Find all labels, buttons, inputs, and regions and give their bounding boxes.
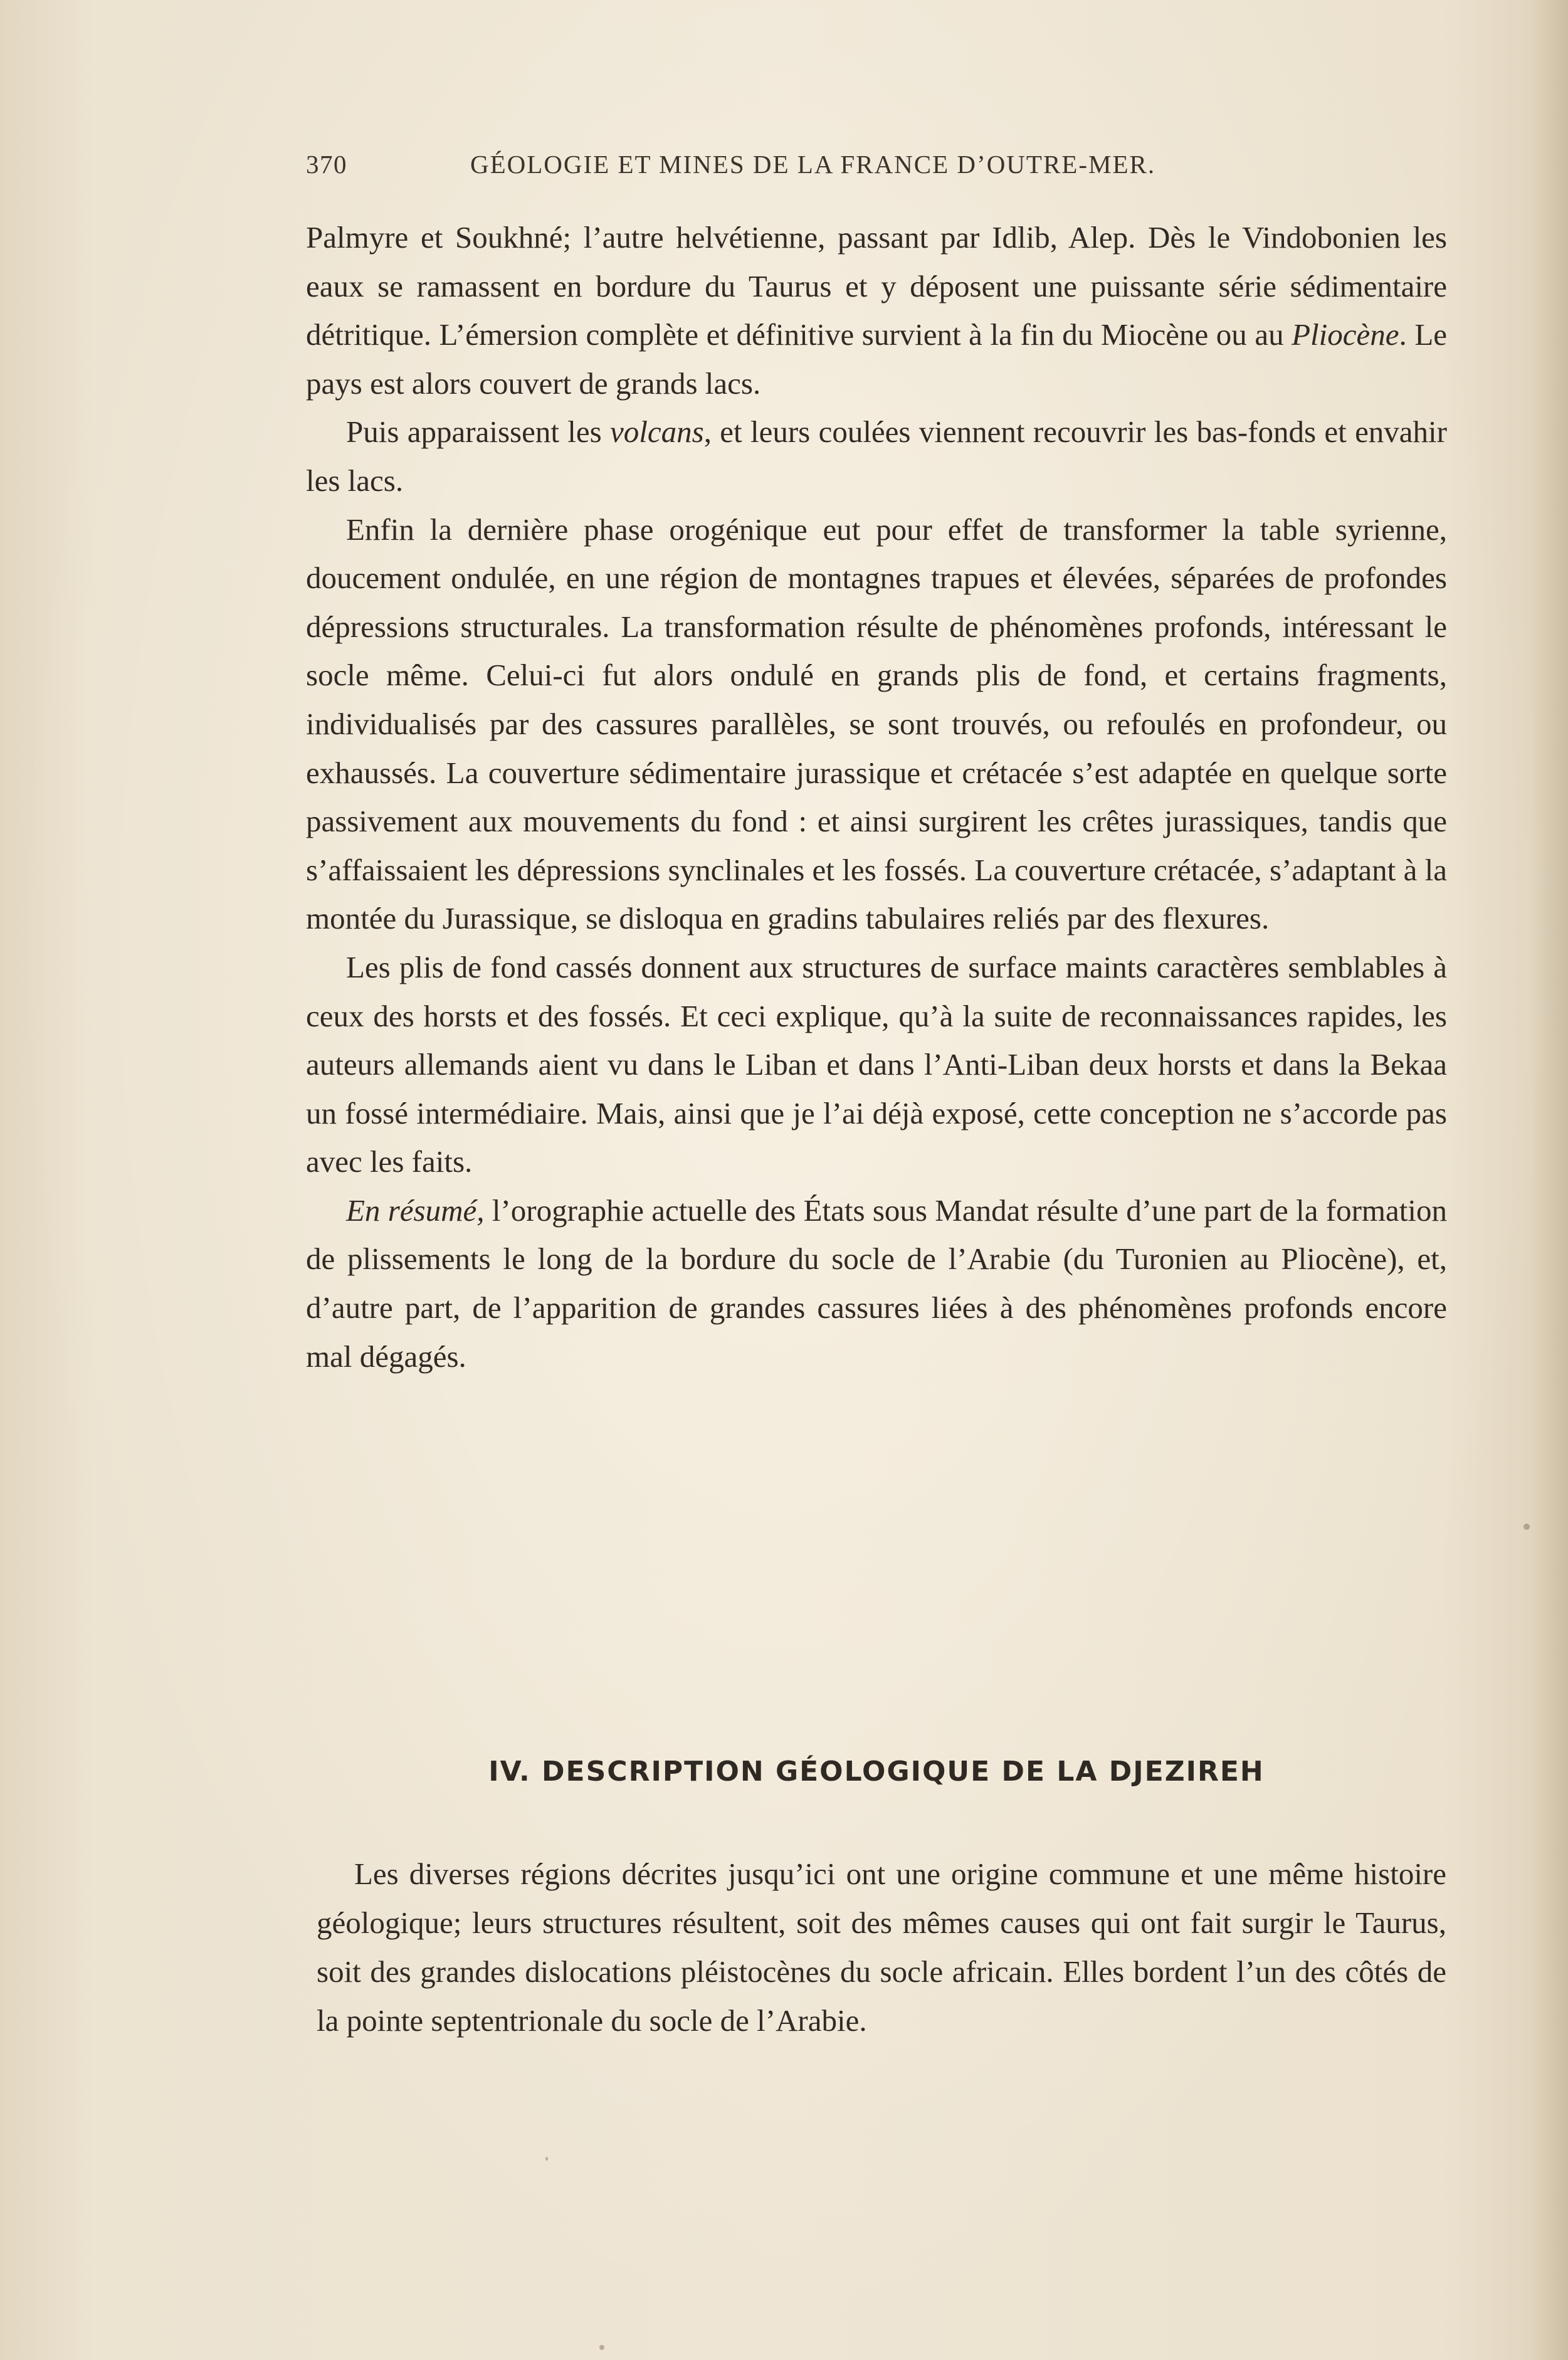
- running-title: GÉOLOGIE ET MINES DE LA FRANCE D’OUTRE-MER.: [470, 150, 1156, 179]
- emphasis-en-resume: En résumé,: [346, 1193, 485, 1228]
- section-body-text: [317, 1850, 1446, 2045]
- page-number: 370: [306, 150, 347, 179]
- page-edge-shadow: [1530, 0, 1568, 2360]
- body-text: [306, 213, 1447, 1381]
- paper-speck: [545, 2157, 548, 2161]
- section-heading: IV. DESCRIPTION GÉOLOGIQUE DE LA DJEZIREH: [488, 1756, 1265, 1788]
- paragraph-2: Puis apparaissent les volcans, et leurs coulées viennent recouvrir les bas-fonds et envahir les lacs.: [306, 414, 1447, 498]
- paragraph-3: Enfin la dernière phase orogénique eut pour effet de transformer la table syrienne, doucement ondulée, en une région de montagnes trapues et élevées, séparées de profondes dépressions structurales. La transformation résulte de phénomènes profonds, intéressant le socle même. Celui-ci fut alors ondulé en grands plis de fond, et certains fragments, individualisés par des cassures parallèles, se sont trouvés, ou refoulés en profondeur, ou exhaussés. La couverture sédimentaire jurassique et crétacée s’est adaptée en quelque sorte passivement aux mouvements du fond : et ainsi surgirent les crêtes jurassiques, tandis que s’affaissaient les dépressions synclinales et les fossés. La couverture crétacée, s’adaptant à la montée du Jurassique, se disloqua en gradins tabulaires reliés par des flexures.: [306, 512, 1447, 936]
- paragraph-1: Palmyre et Soukhné; l’autre helvétienne, passant par Idlib, Alep. Dès le Vindobonien les eaux se ramassent en bordure du Taurus et y déposent une puissante série sédimentaire détritique. L’émersion complète et définitive survient à la fin du Miocène ou au Pliocène. Le pays est alors couvert de grands lacs.: [306, 220, 1447, 401]
- paragraph-5: En résumé, l’orographie actuelle des États sous Mandat résulte d’une part de la formation de plissements le long de la bordure du socle de l’Arabie (du Turonien au Pliocène), et, d’autre part, de l’apparition de grandes cassures liées à des phénomènes profonds encore mal dégagés.: [306, 1193, 1447, 1374]
- emphasis-pliocene: Pliocène: [1292, 317, 1399, 352]
- section-paragraph: Les diverses régions décrites jusqu’ici ont une origine commune et une même histoire géologique; leurs structures résultent, soit des mêmes causes qui ont fait surgir le Taurus, soit des grandes dislocations pléistocènes du socle africain. Elles bordent l’un des côtés de la pointe septentrionale du socle de l’Arabie.: [317, 1857, 1446, 2038]
- paper-speck: [599, 2345, 604, 2350]
- paragraph-4: Les plis de fond cassés donnent aux structures de surface maints caractères semblables à ceux des horsts et des fossés. Et ceci explique, qu’à la suite de reconnaissances rapides, les auteurs allemands aient vu dans le Liban et dans l’Anti-Liban deux horsts et dans la Bekaa un fossé intermédiaire. Mais, ainsi que je l’ai déjà exposé, cette conception ne s’accorde pas avec les faits.: [306, 949, 1447, 1179]
- paper-speck: [1523, 1524, 1530, 1530]
- running-head: [306, 149, 1284, 187]
- emphasis-volcans: volcans: [610, 414, 704, 450]
